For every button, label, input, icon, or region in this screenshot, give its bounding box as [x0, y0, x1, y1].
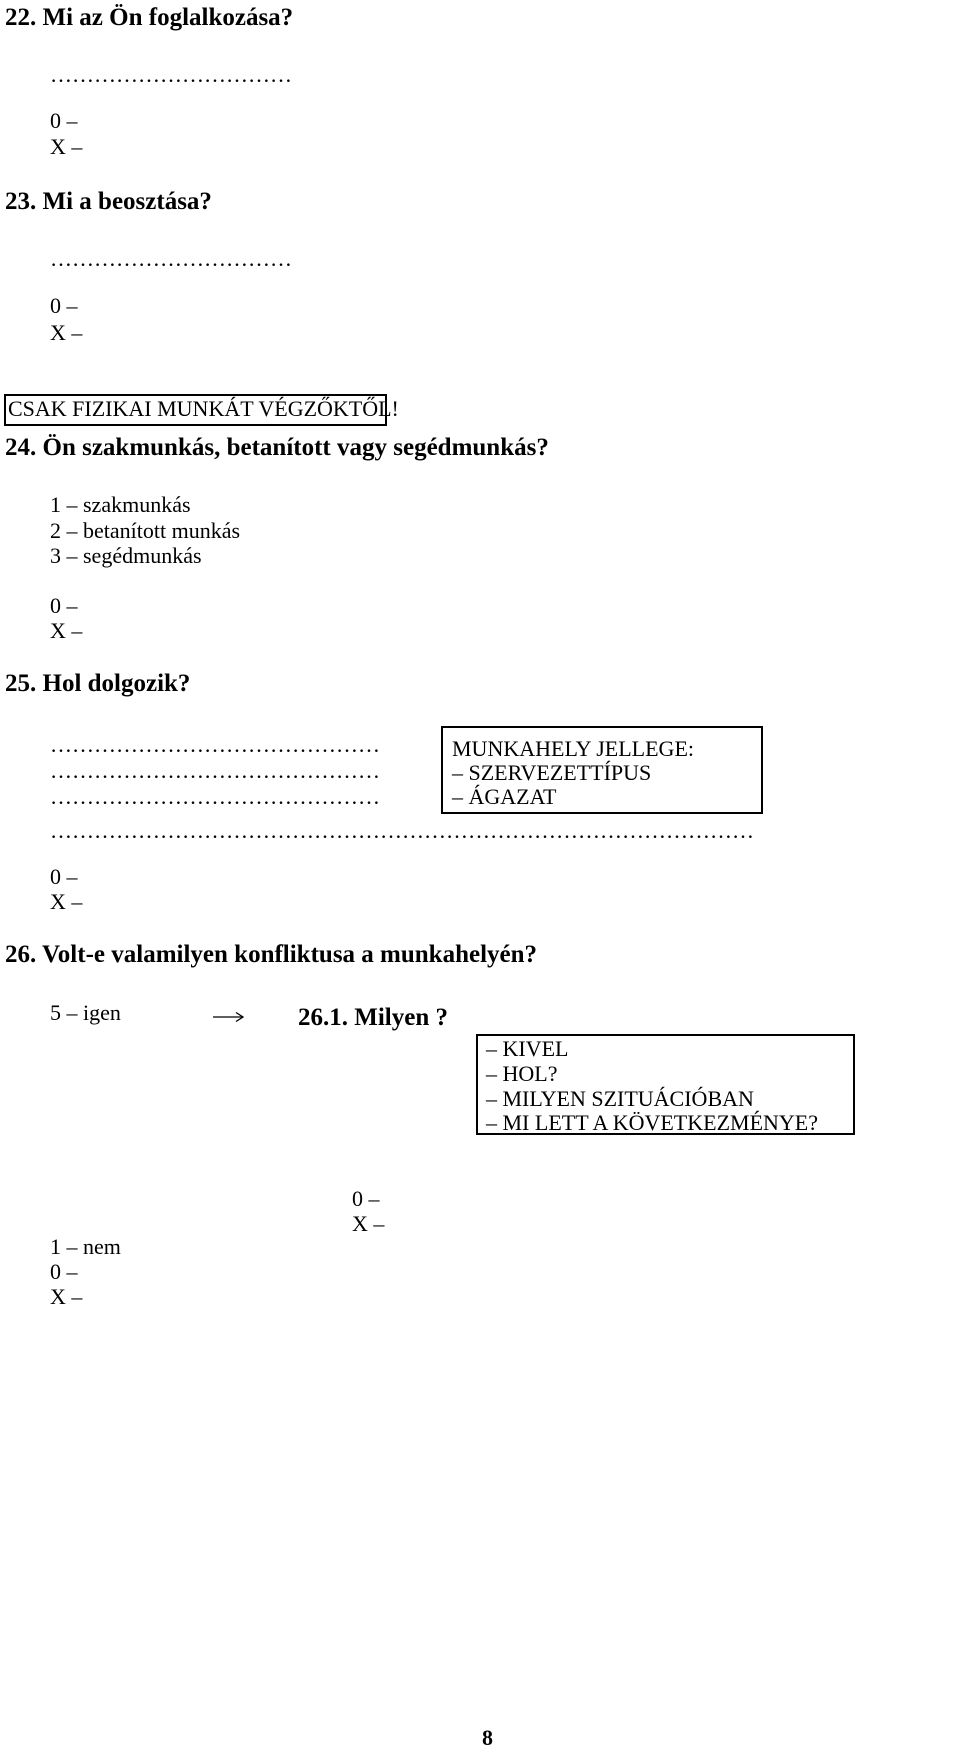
workplace-box-heading: MUNKAHELY JELLEGE: [452, 736, 694, 761]
page-number: 8 [482, 1725, 493, 1750]
code-0: 0 – [352, 1186, 380, 1211]
conflict-box-item: – HOL? [486, 1061, 558, 1086]
code-0: 0 – [50, 593, 78, 618]
code-0: 0 – [50, 108, 78, 133]
answer-line: ……………………………………… [50, 784, 380, 809]
answer-line-long: …………………………………………………………………………………… [50, 818, 754, 843]
code-x: X – [50, 618, 83, 643]
code-0: 0 – [50, 293, 78, 318]
question-23-title: 23. Mi a beosztása? [5, 188, 212, 215]
note-text: CSAK FIZIKAI MUNKÁT VÉGZŐKTŐL! [8, 396, 399, 421]
answer-line: ……………………………………… [50, 732, 380, 757]
conflict-box-item: – MILYEN SZITUÁCIÓBAN [486, 1086, 754, 1111]
code-0: 0 – [50, 864, 78, 889]
code-x: X – [352, 1211, 385, 1236]
question-24-title: 24. Ön szakmunkás, betanított vagy segédmunkás? [5, 434, 549, 461]
answer-line: ……………………………………… [50, 758, 380, 783]
code-x: X – [50, 889, 83, 914]
conflict-box-item: – MI LETT A KÖVETKEZMÉNYE? [486, 1110, 818, 1135]
option-2: 2 – betanított munkás [50, 518, 241, 543]
code-x: X – [50, 320, 83, 345]
question-25-title: 25. Hol dolgozik? [5, 670, 191, 697]
question-26-title: 26. Volt-e valamilyen konfliktusa a munkahelyén? [5, 941, 538, 968]
workplace-box-item: – ÁGAZAT [452, 784, 557, 809]
option-1: 1 – szakmunkás [50, 492, 191, 517]
answer-line: …………………………… [50, 246, 292, 271]
workplace-box-item: – SZERVEZETTÍPUS [452, 760, 652, 785]
option-no: 1 – nem [50, 1234, 121, 1259]
code-x: X – [50, 1284, 83, 1309]
conflict-box-item: – KIVEL [486, 1036, 569, 1061]
arrow-right-icon [212, 1010, 248, 1024]
option-yes: 5 – igen [50, 1000, 121, 1025]
answer-line: …………………………… [50, 62, 292, 87]
question-22-title: 22. Mi az Ön foglalkozása? [5, 4, 294, 31]
code-x: X – [50, 134, 83, 159]
option-3: 3 – segédmunkás [50, 543, 202, 568]
question-26-1-title: 26.1. Milyen ? [298, 1004, 448, 1031]
code-0: 0 – [50, 1259, 78, 1284]
